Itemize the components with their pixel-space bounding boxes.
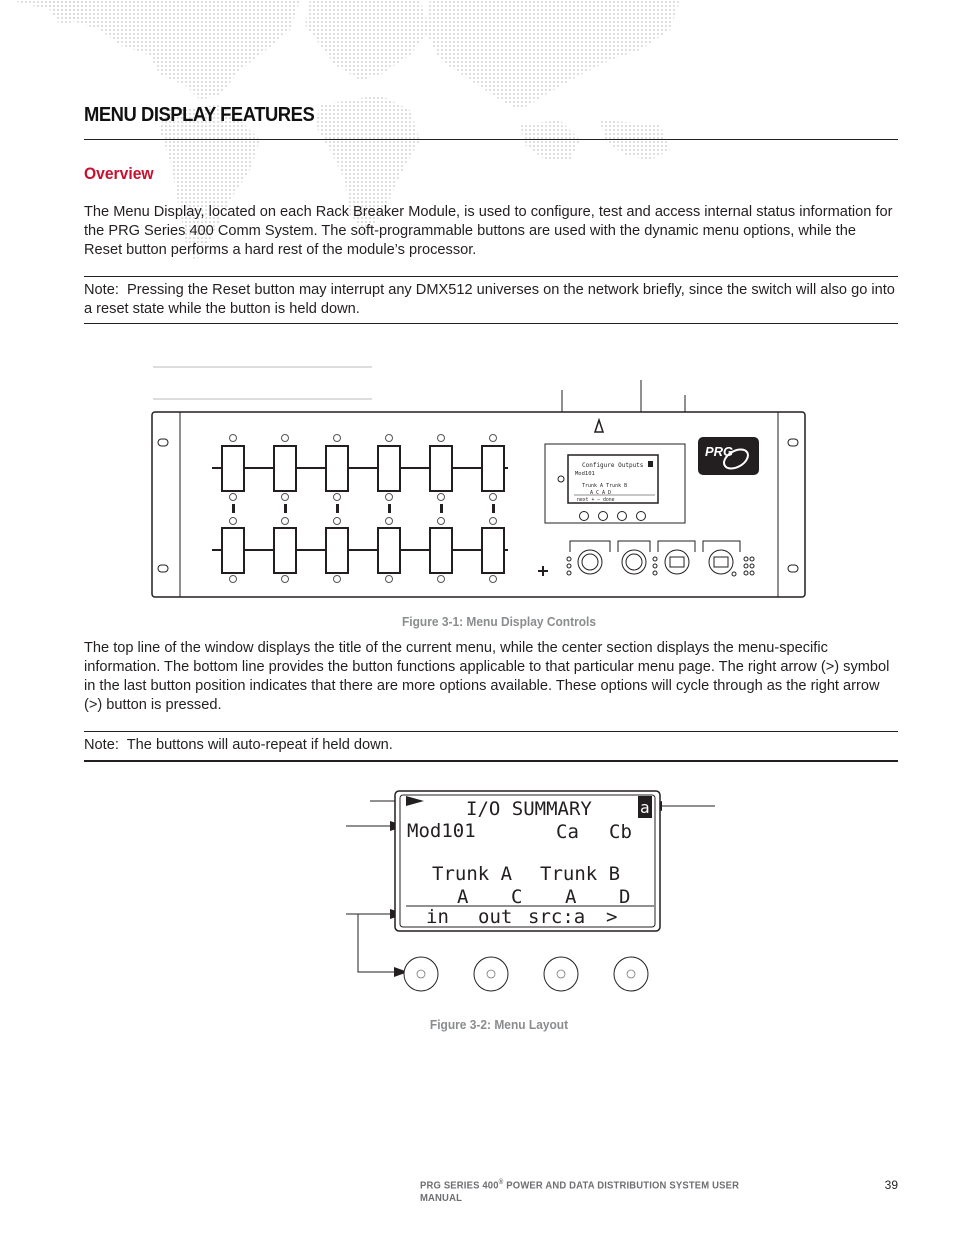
- lcd-button-label-4: >: [606, 906, 618, 928]
- note1-bottom-rule: [84, 323, 898, 324]
- note1-text: Pressing the Reset button may interrupt any DMX512 universes on the network briefly, since the switch will also go into a reset state while the button is held down.: [84, 282, 895, 317]
- menu-layout-diagram: [340, 780, 720, 1000]
- soft-button[interactable]: [618, 512, 627, 521]
- note1-box: [84, 281, 898, 319]
- breaker-switch[interactable]: [274, 518, 296, 583]
- breaker-switch[interactable]: [222, 518, 244, 583]
- note1-top-rule: [84, 276, 898, 277]
- mini-lcd-title: Configure Outputs: [582, 462, 644, 469]
- overview-heading: Overview: [84, 164, 154, 183]
- mini-lcd-line1: Mod101: [575, 471, 595, 477]
- reset-button[interactable]: [558, 476, 564, 482]
- note2-text: The buttons will auto-repeat if held down.: [126, 737, 393, 753]
- lcd-button-label-2: out: [478, 906, 513, 928]
- lcd-source-1: A: [457, 886, 469, 908]
- lcd-column-ca: Ca: [556, 821, 579, 843]
- footer-manual-title: [420, 1179, 780, 1204]
- soft-button-centers: [417, 970, 635, 978]
- mini-lcd-line3: A C A D: [590, 490, 612, 496]
- registered-mark: ®: [498, 1179, 504, 1186]
- lcd-trunk-b: Trunk B: [540, 863, 621, 885]
- figure2-caption: Figure 3-2: Menu Layout: [429, 1017, 569, 1032]
- note2-bottom-rule: [84, 760, 898, 762]
- mini-lcd-status: [648, 461, 653, 467]
- lcd-source-4: D: [619, 886, 631, 908]
- lcd-button-label-1: in: [426, 906, 449, 928]
- note2-top-rule: [84, 731, 898, 732]
- footer-title-suffix: POWER AND DATA DISTRIBUTION SYSTEM USER MANUAL: [420, 1179, 740, 1204]
- lcd-trunk-a: Trunk A: [432, 863, 513, 885]
- soft-button[interactable]: [599, 512, 608, 521]
- footer-title-prefix: PRG SERIES 400: [420, 1179, 499, 1192]
- lcd-module-name: Mod101: [407, 820, 476, 842]
- soft-button-1[interactable]: [404, 957, 438, 991]
- lcd-status-char: a: [640, 798, 650, 817]
- breaker-switch[interactable]: [326, 518, 348, 583]
- soft-button-4[interactable]: [614, 957, 648, 991]
- lcd-title: I/O SUMMARY: [466, 798, 592, 820]
- section-title-rule: [84, 139, 898, 140]
- figure1-caption: Figure 3-1: Menu Display Controls: [401, 614, 597, 629]
- lcd-column-cb: Cb: [609, 821, 632, 843]
- breaker-switch[interactable]: [430, 518, 452, 583]
- soft-button-3[interactable]: [544, 957, 578, 991]
- layout-description-paragraph: The top line of the window displays the title of the current menu, while the center section displays the menu-specific information. The bottom line provides the button functions applicable to that particular menu page. The right arrow (>) symbol in the last button position indicates that there are more options available. These options will cycle through as the right arrow (>) button is pressed.: [84, 640, 890, 713]
- rack-module-front-panel: [150, 360, 810, 605]
- lcd-button-label-3: src:a: [528, 906, 586, 928]
- note2-box: [84, 736, 898, 755]
- lcd-source-3: A: [565, 886, 577, 908]
- mini-lcd-line2: Trunk A Trunk B: [582, 483, 628, 489]
- soft-button-2[interactable]: [474, 957, 508, 991]
- soft-button[interactable]: [580, 512, 589, 521]
- mini-lcd-line4: next + − done: [577, 498, 615, 503]
- overview-paragraph: The Menu Display, located on each Rack Breaker Module, is used to configure, test and access internal status information for the PRG Series 400 Comm System. The soft-programmable buttons are used with the dynamic menu options, while the Reset button performs a hard rest of the module’s processor.: [84, 204, 893, 258]
- note2-label: Note:: [84, 737, 119, 753]
- note1-label: Note:: [84, 282, 119, 298]
- soft-button[interactable]: [637, 512, 646, 521]
- breaker-switch[interactable]: [482, 518, 504, 583]
- lcd-source-2: C: [511, 886, 523, 908]
- prg-logo: [698, 437, 759, 475]
- section-title: MENU DISPLAY FEATURES: [84, 104, 315, 126]
- breaker-switch[interactable]: [378, 518, 400, 583]
- page-number: 39: [884, 1178, 898, 1192]
- prg-logo-text: PRG: [705, 444, 734, 459]
